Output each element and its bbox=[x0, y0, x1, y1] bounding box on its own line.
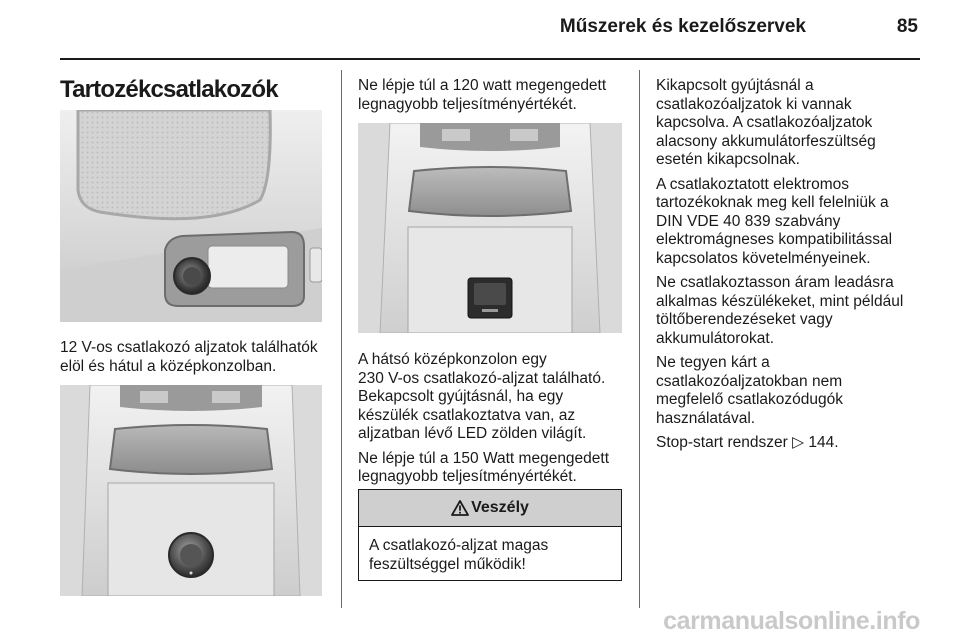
rear-230v-socket-illustration bbox=[358, 123, 622, 333]
text-line: Bekapcsolt gyújtásnál, ha egy bbox=[358, 388, 564, 405]
text-line: DIN VDE 40 839 szabvány bbox=[656, 212, 841, 230]
text-line: esetén kikapcsolnak. bbox=[656, 151, 800, 168]
text-line: megfelelő csatlakozódugók bbox=[656, 391, 843, 408]
column-divider-1 bbox=[341, 70, 342, 608]
watermark: carmanualsonline.info bbox=[663, 607, 920, 635]
rear-12v-socket-illustration bbox=[60, 385, 322, 596]
text-line: Ne tegyen kárt a bbox=[656, 354, 770, 371]
crossref-text: Stop-start rendszer bbox=[656, 434, 788, 451]
text-line: használatával. bbox=[656, 409, 756, 427]
section-title: Tartozékcsatlakozók bbox=[60, 76, 278, 103]
text-line: alkalmas készülékeket, mint például bbox=[656, 292, 904, 310]
power-limit-120-text bbox=[358, 77, 606, 120]
stop-start-crossref[interactable] bbox=[656, 434, 903, 453]
rear-230v-socket-photo bbox=[358, 123, 622, 333]
text-line: csatlakozóaljzatokban nem bbox=[656, 372, 843, 390]
text-line: kapcsolatos követelményeinek. bbox=[656, 249, 871, 267]
text-line: töltőberendezéseket vagy bbox=[656, 311, 833, 328]
text-line: kapcsolva. A csatlakozóaljzatok bbox=[656, 114, 873, 131]
header-rule bbox=[60, 58, 920, 60]
text-line: A csatlakoztatott elektromos bbox=[656, 175, 849, 193]
warning-title: Veszély bbox=[471, 499, 529, 516]
crossref-arrow-icon: ▷ bbox=[792, 434, 805, 451]
text-line: 230 V-os csatlakozó-aljzat található. bbox=[358, 369, 606, 387]
text-line: Ne lépje túl a 120 watt megengedett bbox=[358, 77, 607, 94]
text-line: Kikapcsolt gyújtásnál a bbox=[656, 77, 814, 94]
text-line: készülék csatlakoztatva van, az bbox=[358, 406, 576, 424]
front-sockets-caption bbox=[60, 339, 318, 382]
text-line: feszültséggel működik! bbox=[369, 555, 526, 573]
warning-triangle-icon bbox=[451, 500, 469, 516]
text-line: A csatlakozó-aljzat magas bbox=[369, 537, 549, 554]
text-line: Ne csatlakoztasson áram leadásra bbox=[656, 274, 894, 291]
front-socket-photo bbox=[60, 110, 322, 322]
plug-damage-paragraph bbox=[656, 354, 903, 428]
text-line: legnagyobb teljesítményértékét. bbox=[358, 95, 577, 113]
text-line: legnagyobb teljesítményértékét. bbox=[358, 468, 577, 485]
text-line: A hátsó középkonzolon egy bbox=[358, 351, 547, 368]
text-line: 12 V-os csatlakozó aljzatok találhatók bbox=[60, 339, 318, 356]
text-line: tartozékoknak meg kell felelniük a bbox=[656, 194, 889, 211]
text-line: elöl és hátul a középkonzolban. bbox=[60, 357, 277, 375]
emc-standard-paragraph bbox=[656, 176, 903, 269]
ignition-off-paragraph bbox=[656, 77, 903, 170]
text-line: alacsony akkumulátorfeszültség bbox=[656, 132, 876, 150]
crossref-page: 144. bbox=[808, 434, 839, 451]
column-3-text bbox=[656, 77, 903, 459]
rear-12v-socket-photo bbox=[60, 385, 322, 596]
warning-body bbox=[359, 527, 621, 574]
text-line: csatlakozóaljzatok ki vannak bbox=[656, 95, 852, 113]
front-socket-illustration bbox=[60, 110, 322, 322]
text-line: elektromágneses kompatibilitással bbox=[656, 231, 893, 248]
text-line: Ne lépje túl a 150 Watt megengedett bbox=[358, 449, 610, 467]
warning-header bbox=[359, 490, 621, 527]
column-divider-2 bbox=[639, 70, 640, 608]
no-power-source-paragraph bbox=[656, 274, 903, 348]
warning-box bbox=[358, 489, 622, 581]
text-line: akkumulátorokat. bbox=[656, 329, 775, 347]
running-header-title: Műszerek és kezelőszervek bbox=[559, 16, 806, 37]
rear-230v-socket-text bbox=[358, 351, 609, 493]
page-number: 85 bbox=[896, 16, 918, 37]
text-line: aljzatban lévő LED zölden világít. bbox=[358, 425, 587, 442]
